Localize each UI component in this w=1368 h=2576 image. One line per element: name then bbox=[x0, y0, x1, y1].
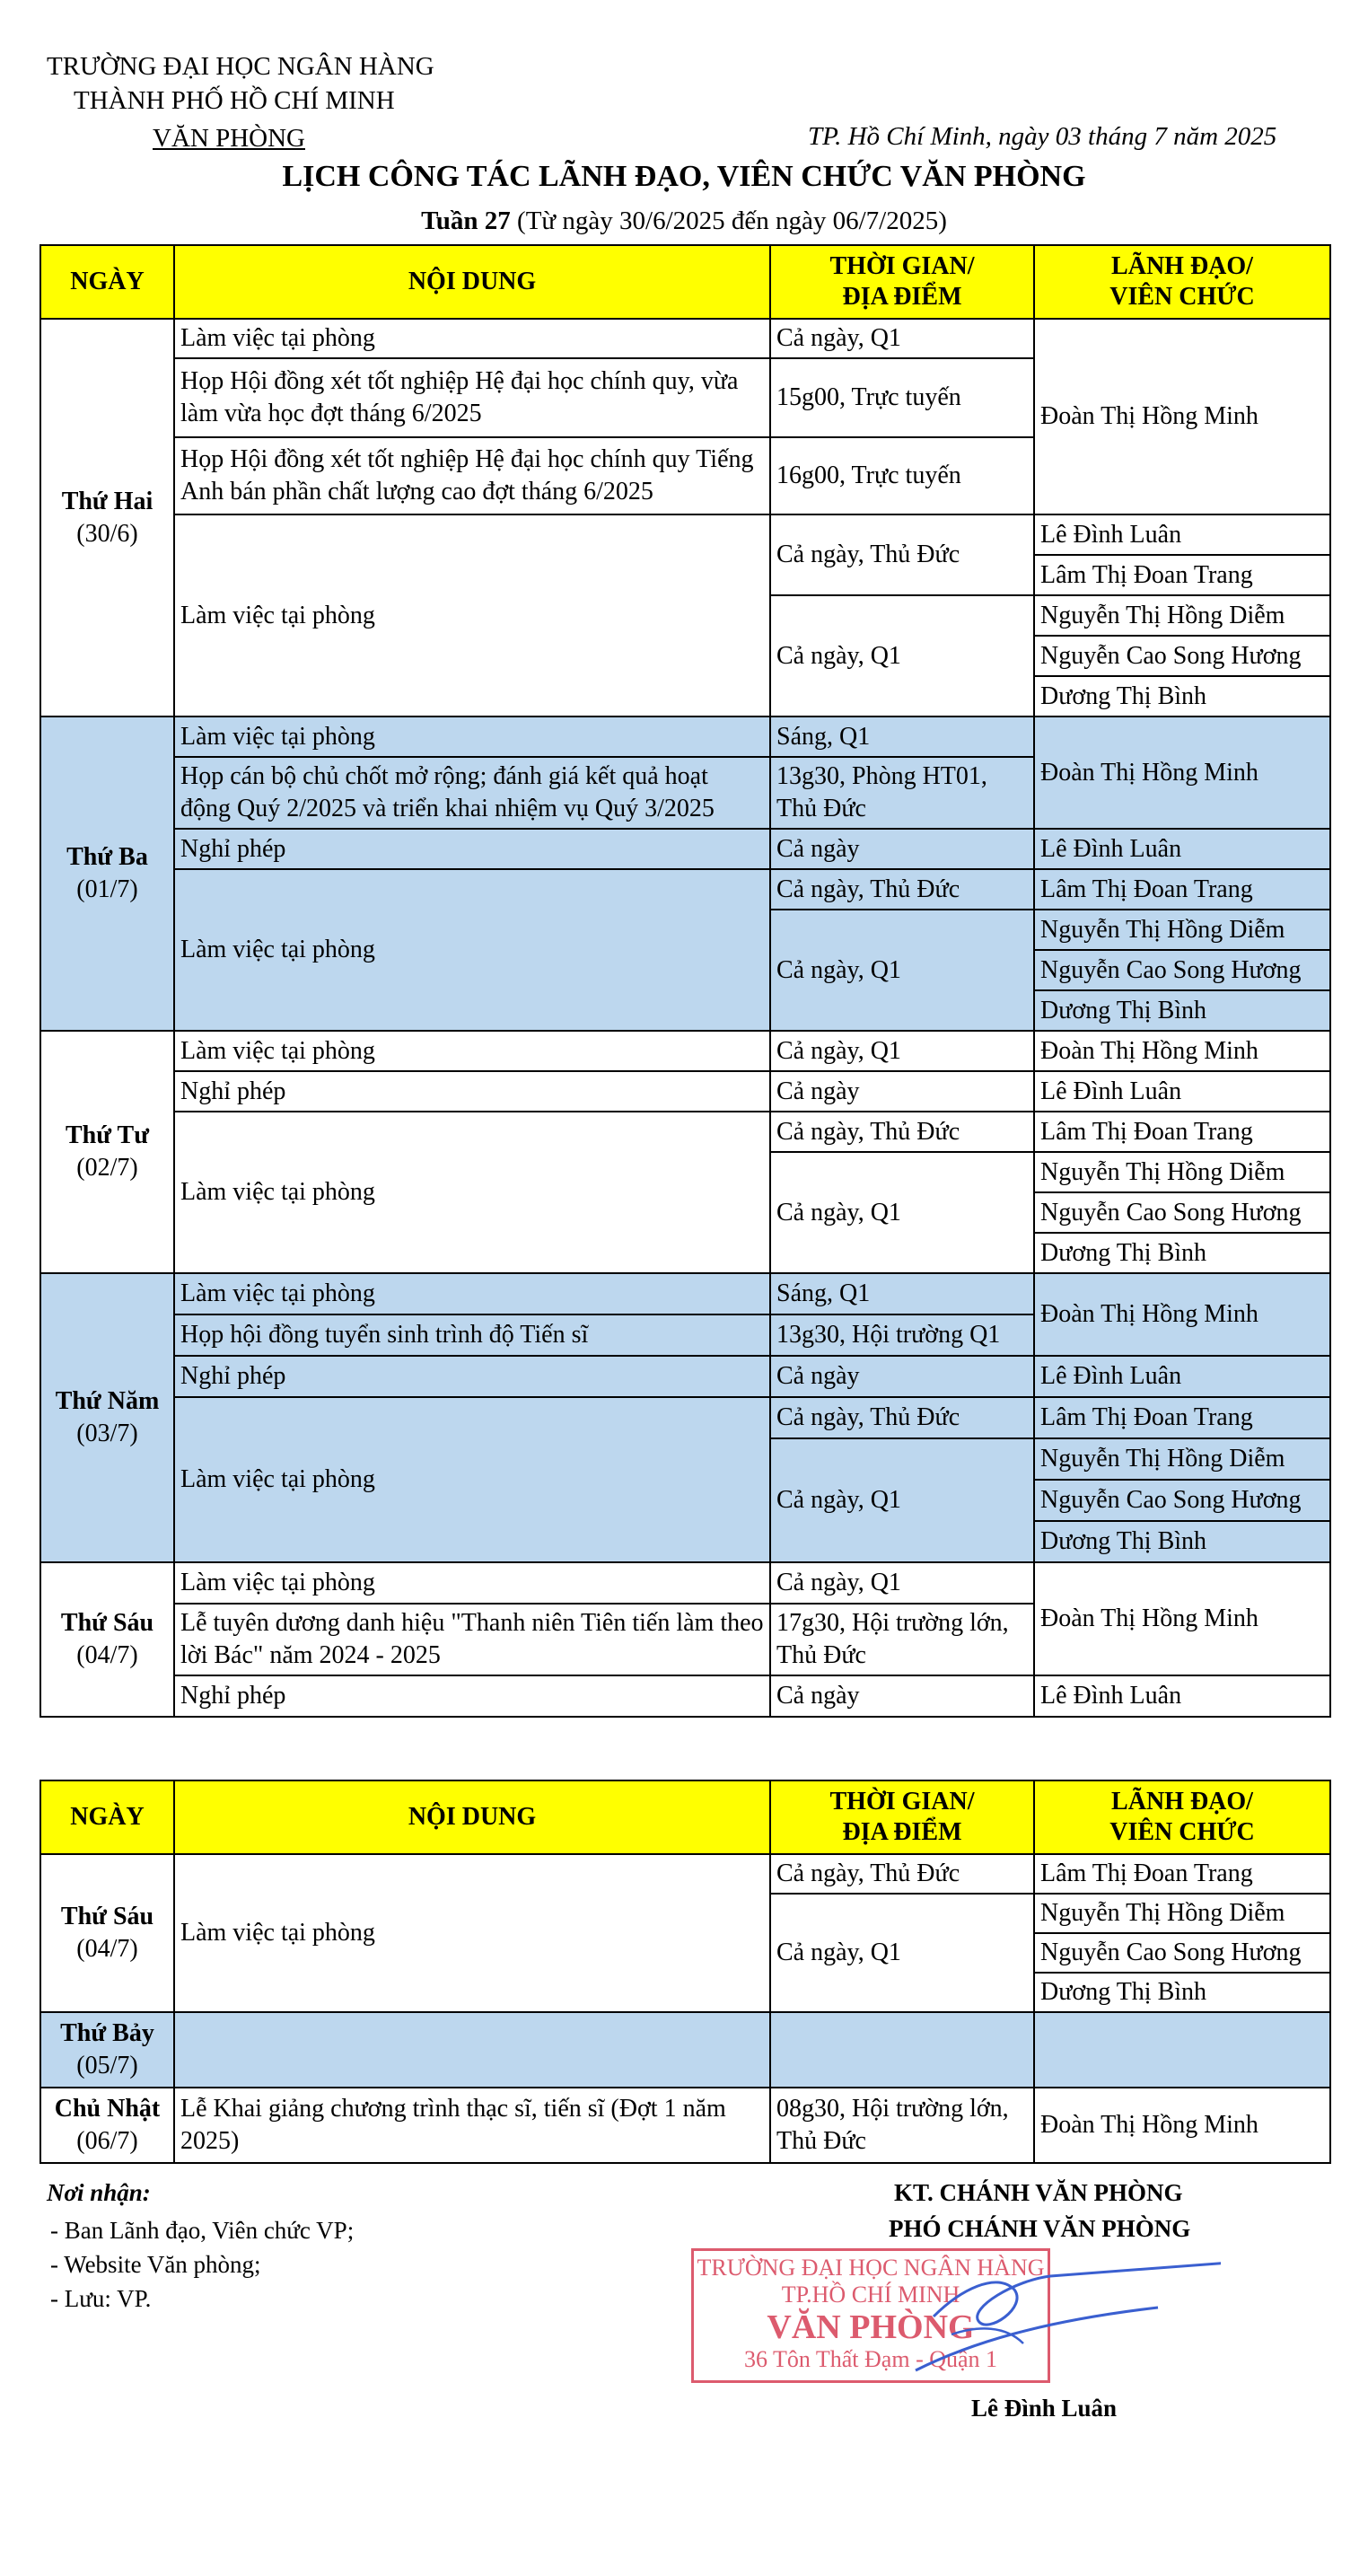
week-number: Tuần 27 bbox=[421, 207, 511, 235]
content-cell: Nghỉ phép bbox=[174, 1356, 770, 1397]
sign-title-1: KT. CHÁNH VĂN PHÒNG bbox=[894, 2179, 1183, 2206]
time-cell: Cả ngày bbox=[770, 1675, 1034, 1717]
time-cell: Cả ngày, Q1 bbox=[770, 595, 1034, 717]
week-range: (Từ ngày 30/6/2025 đến ngày 06/7/2025) bbox=[510, 207, 947, 235]
staff-cell: Lâm Thị Đoan Trang bbox=[1034, 555, 1330, 595]
staff-cell: Nguyễn Thị Hồng Diễm bbox=[1034, 1152, 1330, 1192]
content-cell bbox=[174, 2012, 770, 2088]
day-cell-fri: Thứ Sáu (04/7) bbox=[40, 1854, 174, 2012]
staff-cell: Dương Thị Bình bbox=[1034, 676, 1330, 717]
time-cell: Sáng, Q1 bbox=[770, 1273, 1034, 1314]
content-cell: Làm việc tại phòng bbox=[174, 1397, 770, 1562]
day-cell-thu: Thứ Năm (03/7) bbox=[40, 1273, 174, 1562]
table-row bbox=[40, 2088, 1330, 2163]
recipient-item: - Website Văn phòng; bbox=[50, 2251, 261, 2278]
recipients-label: Nơi nhận: bbox=[47, 2179, 151, 2206]
staff-cell: Lê Đình Luân bbox=[1034, 1356, 1330, 1397]
content-cell: Làm việc tại phòng bbox=[174, 1562, 770, 1604]
time-cell: Cả ngày bbox=[770, 1071, 1034, 1112]
staff-cell: Dương Thị Bình bbox=[1034, 1233, 1330, 1273]
content-cell: Họp cán bộ chủ chốt mở rộng; đánh giá kết quả hoạt động Quý 2/2025 và triển khai nhiệm vụ Quý 3/2025 bbox=[174, 757, 770, 829]
time-cell: Cả ngày, Thủ Đức bbox=[770, 869, 1034, 910]
staff-cell: Lâm Thị Đoan Trang bbox=[1034, 1397, 1330, 1438]
time-cell: Cả ngày, Q1 bbox=[770, 319, 1034, 358]
time-cell: 08g30, Hội trường lớn, Thủ Đức bbox=[770, 2088, 1034, 2163]
stamp-line-1: TRƯỜNG ĐẠI HỌC NGÂN HÀNG bbox=[697, 2255, 1045, 2281]
time-cell: Cả ngày, Thủ Đức bbox=[770, 514, 1034, 595]
staff-cell: Đoàn Thị Hồng Minh bbox=[1034, 319, 1330, 514]
day-cell-sat: Thứ Bảy (05/7) bbox=[40, 2012, 174, 2088]
staff-cell: Nguyễn Thị Hồng Diễm bbox=[1034, 910, 1330, 950]
time-cell: Cả ngày bbox=[770, 1356, 1034, 1397]
table-row bbox=[40, 1071, 1330, 1112]
table-row bbox=[40, 1675, 1330, 1717]
staff-cell: Nguyễn Thị Hồng Diễm bbox=[1034, 595, 1330, 636]
col-day: NGÀY bbox=[40, 1780, 174, 1854]
table-row bbox=[40, 829, 1330, 869]
content-cell: Làm việc tại phòng bbox=[174, 1112, 770, 1273]
staff-cell: Nguyễn Cao Song Hương bbox=[1034, 950, 1330, 990]
staff-cell: Lê Đình Luân bbox=[1034, 1071, 1330, 1112]
time-cell: Cả ngày bbox=[770, 829, 1034, 869]
recipient-item: - Lưu: VP. bbox=[50, 2285, 152, 2312]
signer-name: Lê Đình Luân bbox=[971, 2395, 1118, 2422]
recipient-item: - Ban Lãnh đạo, Viên chức VP; bbox=[50, 2217, 355, 2244]
time-cell bbox=[770, 2012, 1034, 2088]
day-cell-sun: Chủ Nhật (06/7) bbox=[40, 2088, 174, 2163]
header-row bbox=[40, 245, 1330, 319]
col-staff: LÃNH ĐẠO/ VIÊN CHỨC bbox=[1034, 245, 1330, 319]
header-row bbox=[40, 1780, 1330, 1854]
content-cell: Nghỉ phép bbox=[174, 1071, 770, 1112]
time-cell: Cả ngày, Q1 bbox=[770, 910, 1034, 1031]
day-cell-mon: Thứ Hai (30/6) bbox=[40, 319, 174, 717]
col-content: NỘI DUNG bbox=[174, 245, 770, 319]
table-row bbox=[40, 2012, 1330, 2088]
table-row bbox=[40, 1273, 1330, 1314]
table-row bbox=[40, 1854, 1330, 1894]
day-cell-fri: Thứ Sáu (04/7) bbox=[40, 1562, 174, 1717]
staff-cell: Nguyễn Cao Song Hương bbox=[1034, 1480, 1330, 1521]
time-cell: Cả ngày, Q1 bbox=[770, 1562, 1034, 1604]
staff-cell: Nguyễn Cao Song Hương bbox=[1034, 1933, 1330, 1973]
staff-cell: Dương Thị Bình bbox=[1034, 990, 1330, 1031]
table-row bbox=[40, 717, 1330, 757]
time-cell: Cả ngày, Q1 bbox=[770, 1894, 1034, 2012]
content-cell: Làm việc tại phòng bbox=[174, 514, 770, 717]
table-row bbox=[40, 514, 1330, 555]
content-cell: Họp Hội đồng xét tốt nghiệp Hệ đại học chính quy, vừa làm vừa học đợt tháng 6/2025 bbox=[174, 358, 770, 437]
staff-cell: Lâm Thị Đoan Trang bbox=[1034, 1112, 1330, 1152]
col-day: NGÀY bbox=[40, 245, 174, 319]
time-cell: Cả ngày, Thủ Đức bbox=[770, 1854, 1034, 1894]
sign-title-2: PHÓ CHÁNH VĂN PHÒNG bbox=[889, 2215, 1191, 2242]
col-staff: LÃNH ĐẠO/ VIÊN CHỨC bbox=[1034, 1780, 1330, 1854]
staff-cell: Đoàn Thị Hồng Minh bbox=[1034, 717, 1330, 829]
staff-cell: Đoàn Thị Hồng Minh bbox=[1034, 1273, 1330, 1356]
staff-cell: Lâm Thị Đoan Trang bbox=[1034, 869, 1330, 910]
time-cell: 16g00, Trực tuyến bbox=[770, 437, 1034, 514]
col-time: THỜI GIAN/ ĐỊA ĐIỂM bbox=[770, 245, 1034, 319]
stamp-line-3: VĂN PHÒNG bbox=[767, 2308, 975, 2346]
content-cell: Làm việc tại phòng bbox=[174, 1273, 770, 1314]
staff-cell: Nguyễn Thị Hồng Diễm bbox=[1034, 1438, 1330, 1480]
staff-cell: Lê Đình Luân bbox=[1034, 829, 1330, 869]
week-line bbox=[0, 207, 1368, 236]
col-time: THỜI GIAN/ ĐỊA ĐIỂM bbox=[770, 1780, 1034, 1854]
stamp-line-2: TP.HỒ CHÍ MINH bbox=[781, 2281, 960, 2308]
content-cell: Làm việc tại phòng bbox=[174, 1031, 770, 1071]
time-cell: Cả ngày, Thủ Đức bbox=[770, 1112, 1034, 1152]
time-cell: Cả ngày, Q1 bbox=[770, 1031, 1034, 1071]
staff-cell: Lê Đình Luân bbox=[1034, 514, 1330, 555]
schedule-table-1 bbox=[39, 244, 1331, 1718]
time-cell: 13g30, Phòng HT01, Thủ Đức bbox=[770, 757, 1034, 829]
stamp-line-4: 36 Tôn Thất Đạm - Quận 1 bbox=[743, 2346, 998, 2372]
content-cell: Làm việc tại phòng bbox=[174, 319, 770, 358]
time-cell: 15g00, Trực tuyến bbox=[770, 358, 1034, 437]
document-title: LỊCH CÔNG TÁC LÃNH ĐẠO, VIÊN CHỨC VĂN PHÒNG bbox=[282, 160, 1086, 193]
time-cell: 17g30, Hội trường lớn, Thủ Đức bbox=[770, 1604, 1034, 1675]
table-row bbox=[40, 319, 1330, 358]
schedule-table-2 bbox=[39, 1780, 1331, 2164]
staff-cell: Đoàn Thị Hồng Minh bbox=[1034, 1031, 1330, 1071]
day-cell-tue: Thứ Ba (01/7) bbox=[40, 717, 174, 1031]
content-cell: Nghỉ phép bbox=[174, 1675, 770, 1717]
org-name-line2: THÀNH PHỐ HỒ CHÍ MINH bbox=[74, 86, 395, 115]
table-row bbox=[40, 1562, 1330, 1604]
table-row bbox=[40, 1031, 1330, 1071]
staff-cell: Nguyễn Cao Song Hương bbox=[1034, 1192, 1330, 1233]
date-line: TP. Hồ Chí Minh, ngày 03 tháng 7 năm 2025 bbox=[808, 122, 1277, 151]
content-cell: Làm việc tại phòng bbox=[174, 1854, 770, 2012]
staff-cell: Lê Đình Luân bbox=[1034, 1675, 1330, 1717]
content-cell: Nghỉ phép bbox=[174, 829, 770, 869]
handwritten-signature bbox=[862, 2236, 1221, 2397]
org-name-line1: TRƯỜNG ĐẠI HỌC NGÂN HÀNG bbox=[47, 52, 434, 81]
time-cell: Sáng, Q1 bbox=[770, 717, 1034, 757]
table-row bbox=[40, 1397, 1330, 1438]
table-row bbox=[40, 1112, 1330, 1152]
content-cell: Lễ Khai giảng chương trình thạc sĩ, tiến sĩ (Đợt 1 năm 2025) bbox=[174, 2088, 770, 2163]
staff-cell: Dương Thị Bình bbox=[1034, 1973, 1330, 2012]
content-cell: Họp hội đồng tuyển sinh trình độ Tiến sĩ bbox=[174, 1314, 770, 1356]
content-cell: Làm việc tại phòng bbox=[174, 717, 770, 757]
time-cell: Cả ngày, Q1 bbox=[770, 1152, 1034, 1273]
col-content: NỘI DUNG bbox=[174, 1780, 770, 1854]
content-cell: Họp Hội đồng xét tốt nghiệp Hệ đại học chính quy Tiếng Anh bán phần chất lượng cao đợt tháng 6/2025 bbox=[174, 437, 770, 514]
staff-cell: Dương Thị Bình bbox=[1034, 1521, 1330, 1562]
staff-cell: Lâm Thị Đoan Trang bbox=[1034, 1854, 1330, 1894]
time-cell: Cả ngày, Thủ Đức bbox=[770, 1397, 1034, 1438]
staff-cell: Đoàn Thị Hồng Minh bbox=[1034, 1562, 1330, 1675]
time-cell: 13g30, Hội trường Q1 bbox=[770, 1314, 1034, 1356]
staff-cell: Nguyễn Cao Song Hương bbox=[1034, 636, 1330, 676]
staff-cell bbox=[1034, 2012, 1330, 2088]
office-name: VĂN PHÒNG bbox=[153, 124, 305, 153]
time-cell: Cả ngày, Q1 bbox=[770, 1438, 1034, 1562]
day-cell-wed: Thứ Tư (02/7) bbox=[40, 1031, 174, 1273]
table-row bbox=[40, 869, 1330, 910]
staff-cell: Đoàn Thị Hồng Minh bbox=[1034, 2088, 1330, 2163]
staff-cell: Nguyễn Thị Hồng Diễm bbox=[1034, 1894, 1330, 1933]
table-row bbox=[40, 1356, 1330, 1397]
content-cell: Lễ tuyên dương danh hiệu "Thanh niên Tiên tiến làm theo lời Bác" năm 2024 - 2025 bbox=[174, 1604, 770, 1675]
content-cell: Làm việc tại phòng bbox=[174, 869, 770, 1031]
